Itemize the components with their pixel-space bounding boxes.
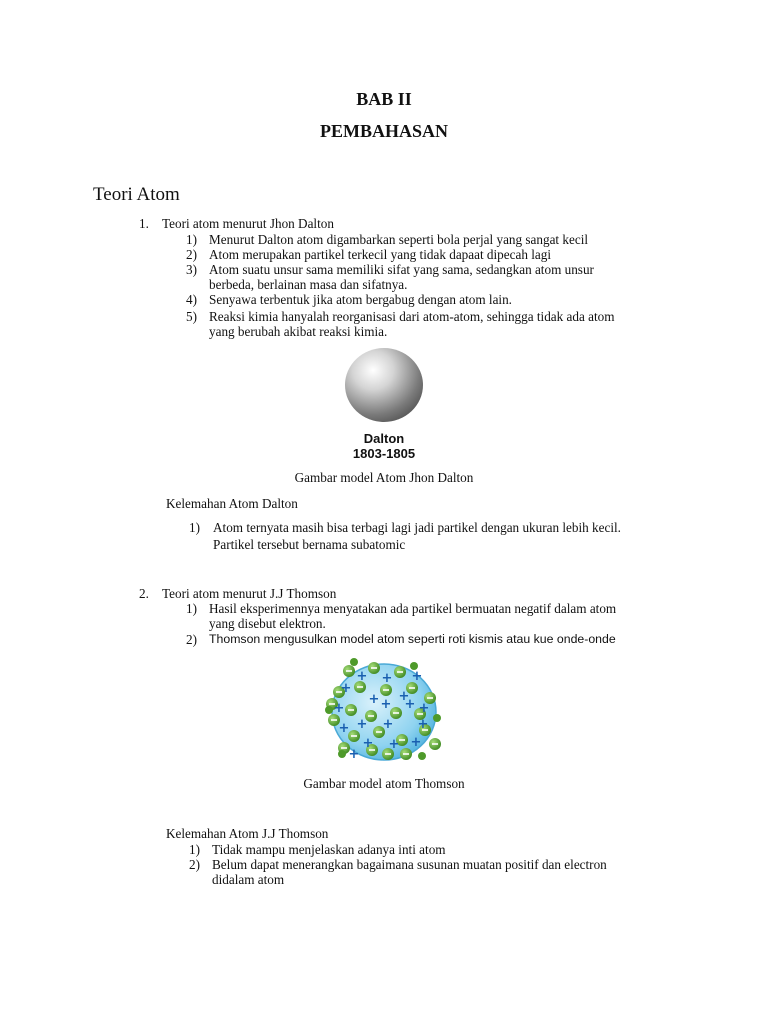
dalton-figure-years: 1803-1805 <box>352 446 416 461</box>
list-text: Thomson mengusulkan model atom seperti roti kismis atau kue onde-onde <box>209 632 616 646</box>
plus-charge-mark: + <box>380 697 392 712</box>
minus-sign <box>351 735 357 737</box>
plus-charge-mark: + <box>418 701 430 716</box>
list-number: 4) <box>186 292 197 307</box>
minus-sign <box>357 686 363 688</box>
plus-charge-mark: + <box>417 717 429 732</box>
list-number: 3) <box>186 262 197 277</box>
dalton-figure-label: Dalton <box>363 431 405 446</box>
list-text: Atom ternyata masih bisa terbagi lagi jadi partikel dengan ukuran lebih kecil. <box>213 520 621 535</box>
plus-charge-mark: + <box>362 736 374 751</box>
minus-sign <box>409 687 415 689</box>
minus-sign <box>427 697 433 699</box>
list-text-continued: Partikel tersebut bernama subatomic <box>213 537 406 552</box>
dalton-sphere-image <box>341 346 427 426</box>
minus-sign <box>371 667 377 669</box>
minus-sign <box>432 743 438 745</box>
plus-charge-mark: + <box>411 669 423 684</box>
list-text: Tidak mampu menjelaskan adanya inti atom <box>212 842 446 857</box>
minus-sign <box>397 671 403 673</box>
edge-electron-mark <box>325 706 333 714</box>
edge-electron-mark <box>418 752 426 760</box>
list-number: 5) <box>186 309 197 324</box>
list-text: Atom merupakan partikel terkecil yang tidak dapaat dipecah lagi <box>209 247 552 262</box>
plus-charge-mark: + <box>398 689 410 704</box>
thomson-atom-image <box>324 658 446 766</box>
plus-charge-mark: + <box>333 701 345 716</box>
minus-sign <box>385 753 391 755</box>
minus-sign <box>346 670 352 672</box>
plus-charge-mark: + <box>348 747 360 762</box>
list-number: 2) <box>186 247 197 262</box>
list-text: Belum dapat menerangkan bagaimana susunan muatan positif dan electron <box>212 857 607 872</box>
minus-sign <box>376 731 382 733</box>
plus-charge-mark: + <box>404 697 416 712</box>
thomson-number: 2. <box>139 586 149 601</box>
edge-electron-mark <box>433 714 441 722</box>
dalton-heading: Teori atom menurut Jhon Dalton <box>162 216 334 231</box>
plus-charge-mark: + <box>340 681 352 696</box>
dalton-number: 1. <box>139 216 149 231</box>
list-text: Hasil eksperimennya menyatakan ada partikel bermuatan negatif dalam atom <box>209 601 617 616</box>
list-text: Reaksi kimia hanyalah reorganisasi dari atom-atom, sehingga tidak ada atom <box>209 309 615 324</box>
list-text-continued: berbeda, berlainan masa dan sifatnya. <box>209 277 408 292</box>
plus-charge-mark: + <box>338 721 350 736</box>
list-number: 2) <box>186 632 197 647</box>
minus-sign <box>393 712 399 714</box>
list-text-continued: yang berubah akibat reaksi kimia. <box>209 324 388 339</box>
list-number: 1) <box>186 601 197 616</box>
thomson-heading: Teori atom menurut J.J Thomson <box>162 586 337 601</box>
list-number: 2) <box>189 857 200 872</box>
plus-charge-mark: + <box>410 735 422 750</box>
minus-sign <box>348 709 354 711</box>
minus-sign <box>341 747 347 749</box>
chapter-title: PEMBAHASAN <box>319 121 448 141</box>
minus-sign <box>403 753 409 755</box>
plus-charge-mark: + <box>368 692 380 707</box>
plus-charge-mark: + <box>356 669 368 684</box>
list-text: Menurut Dalton atom digambarkan seperti bola perjal yang sangat kecil <box>209 232 589 247</box>
minus-sign <box>399 739 405 741</box>
plus-charge-mark: + <box>356 717 368 732</box>
list-text: Senyawa terbentuk jika atom bergabug dengan atom lain. <box>209 292 512 307</box>
plus-charge-mark: + <box>382 717 394 732</box>
dalton-figure-caption: Gambar model Atom Jhon Dalton <box>294 470 474 485</box>
list-text-continued: didalam atom <box>212 872 285 887</box>
list-text: Atom suatu unsur sama memiliki sifat yang sama, sedangkan atom unsur <box>209 262 594 277</box>
chapter-number: BAB II <box>356 89 412 109</box>
dalton-weakness-title: Kelemahan Atom Dalton <box>166 496 298 511</box>
minus-sign <box>383 689 389 691</box>
list-text-continued: yang disebut elektron. <box>209 616 326 631</box>
plus-charge-mark: + <box>388 737 400 752</box>
minus-sign <box>331 719 337 721</box>
list-number: 1) <box>186 232 197 247</box>
plus-charge-mark: + <box>381 671 393 686</box>
thomson-figure-caption: Gambar model atom Thomson <box>303 776 465 791</box>
edge-electron-mark <box>338 750 346 758</box>
section-title: Teori Atom <box>93 184 180 205</box>
edge-electron-mark <box>350 658 358 666</box>
thomson-weakness-title: Kelemahan Atom J.J Thomson <box>166 826 329 841</box>
minus-sign <box>368 715 374 717</box>
list-number: 1) <box>189 520 200 535</box>
list-number: 1) <box>189 842 200 857</box>
